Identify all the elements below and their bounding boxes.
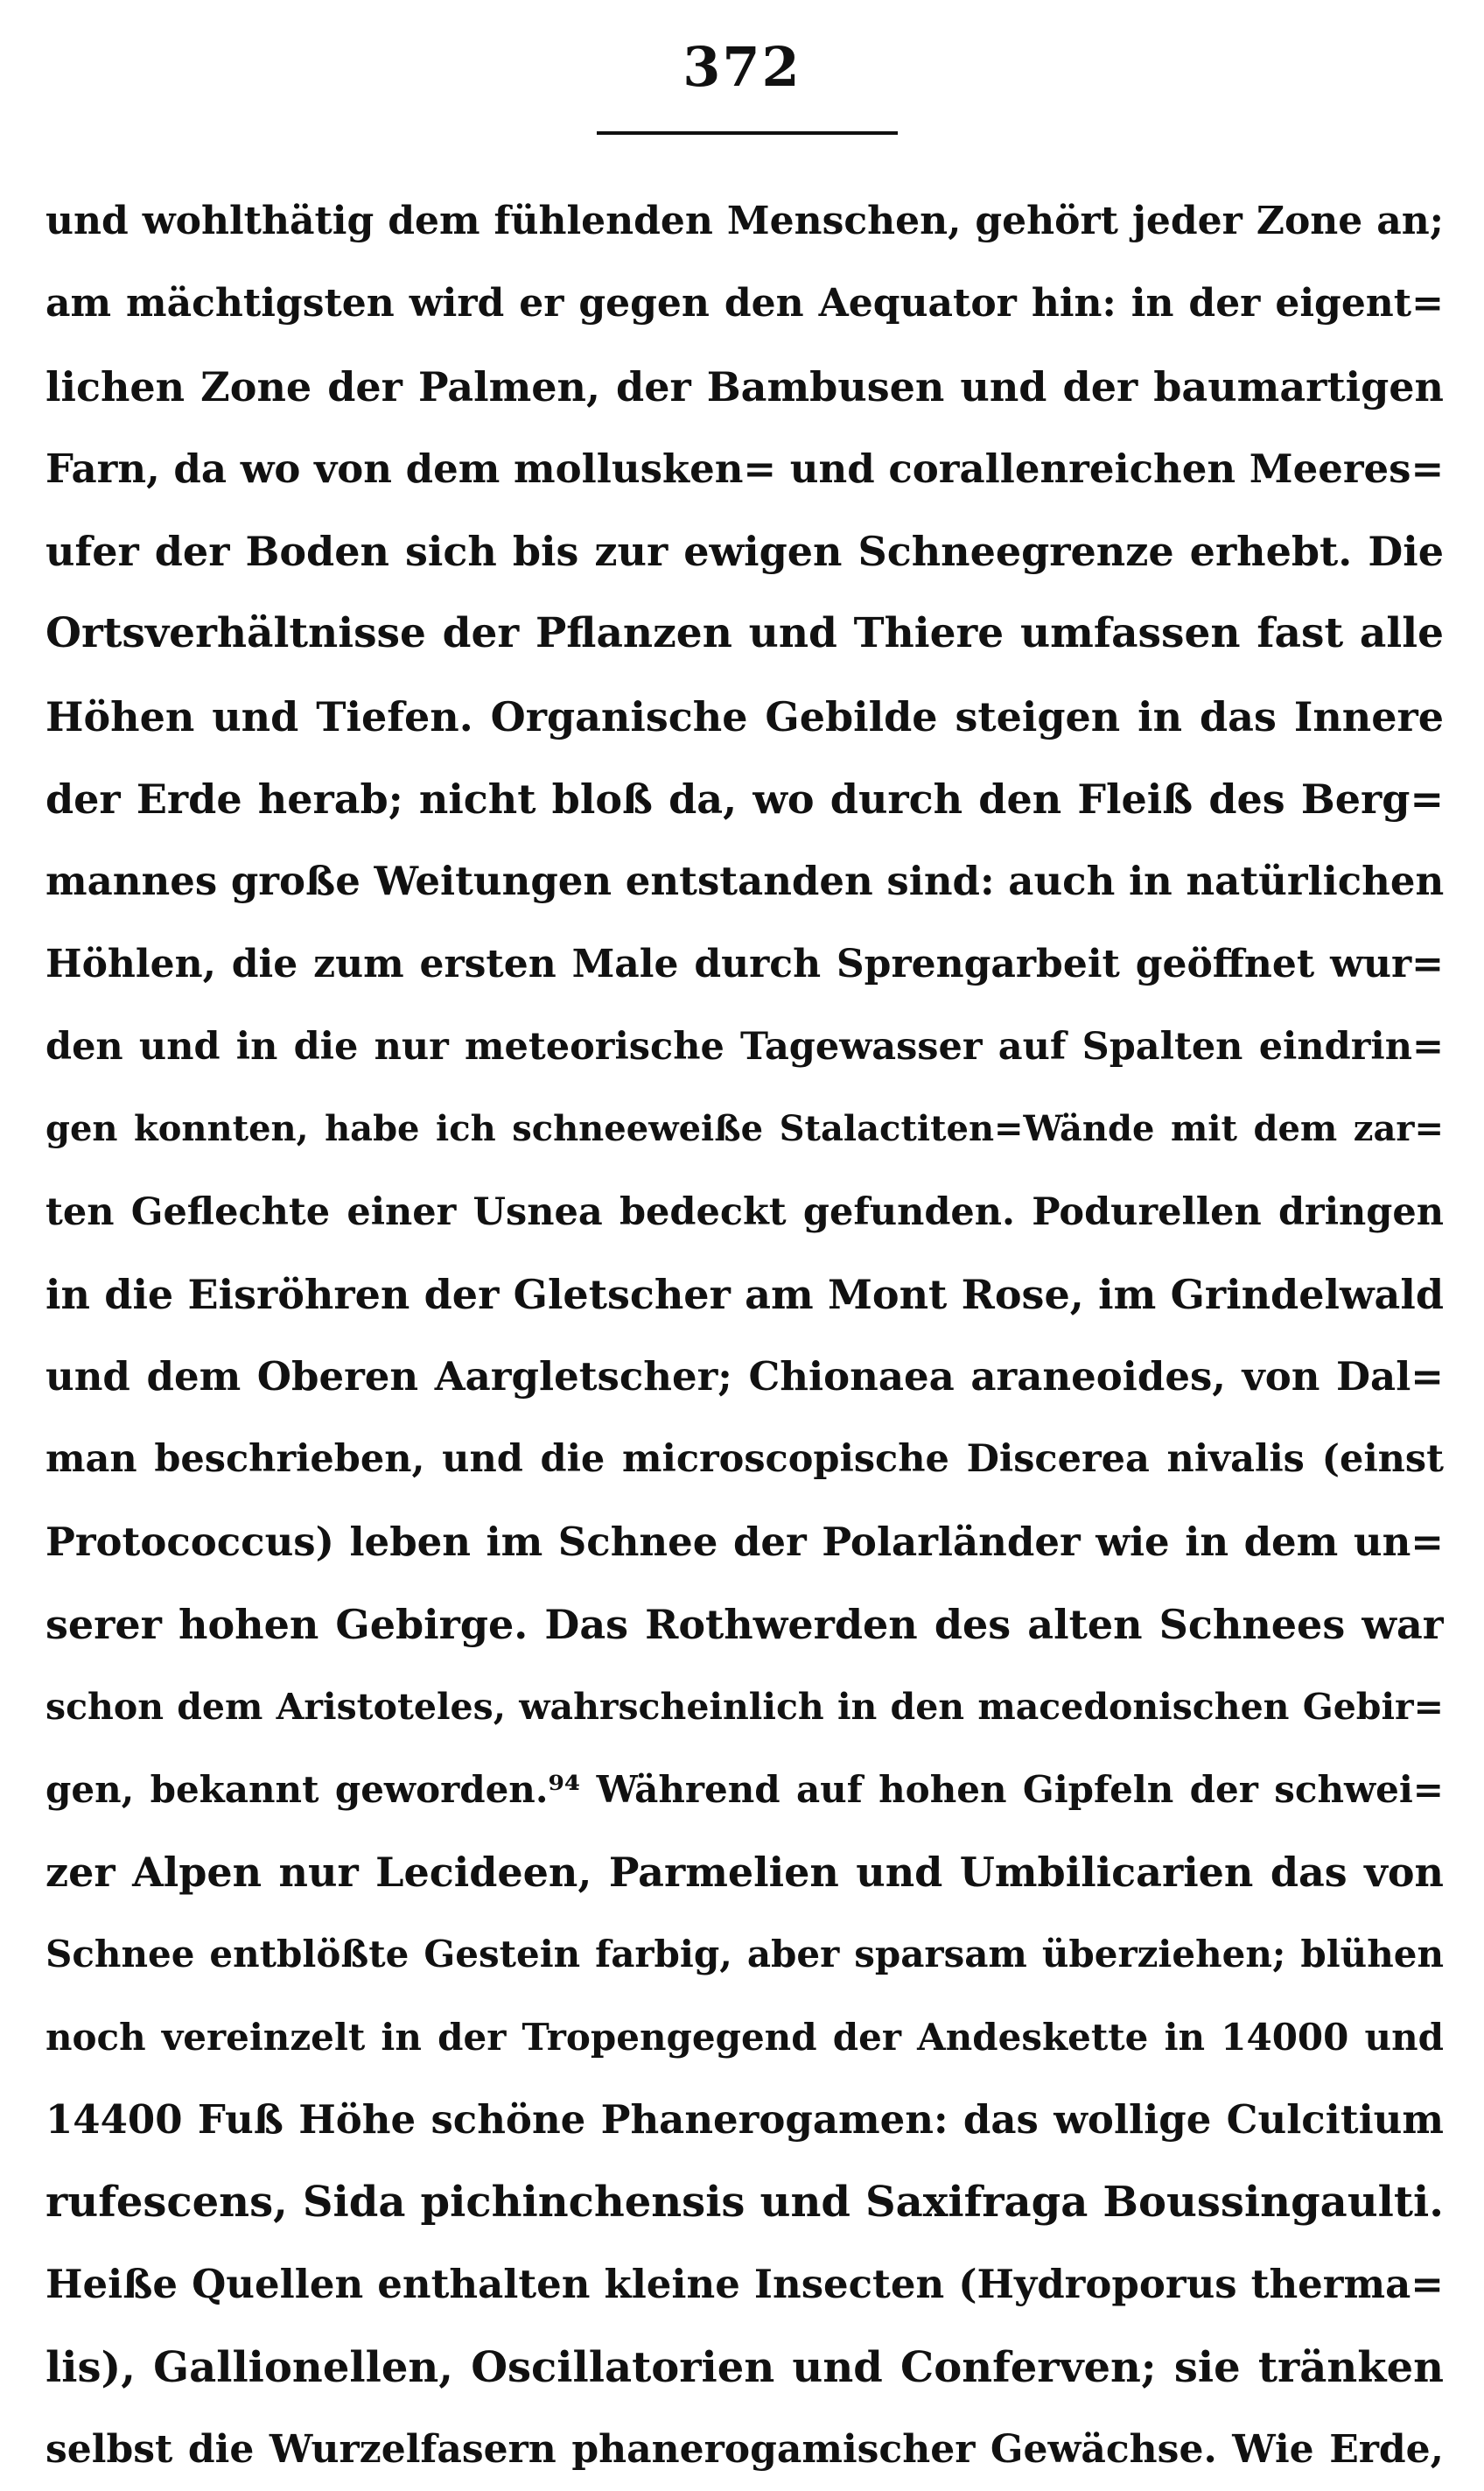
body-text xyxy=(46,180,1444,2491)
text-line: schon dem Aristoteles, wahrscheinlich in den macedonischen Gebir= xyxy=(46,1686,1444,1729)
text-line: der Erde herab; nicht bloß da, wo durch den Fleiß des Berg= xyxy=(46,775,1444,824)
text-line: zer Alpen nur Lecideen, Parmelien und Umbilicarien das von xyxy=(46,1848,1444,1896)
text-line: am mächtigsten wird er gegen den Aequator hin: in der eigent= xyxy=(46,281,1444,326)
text-line: lichen Zone der Palmen, der Bambusen und der baumartigen xyxy=(46,362,1444,410)
text-line: rufescens, Sida pichinchensis und Saxifraga Boussingaulti. xyxy=(46,2178,1444,2228)
text-line: Farn, da wo von dem mollusken= und corallenreichen Meeres= xyxy=(46,445,1444,492)
text-line: Schnee entblößte Gestein farbig, aber sparsam überziehen; blühen xyxy=(46,1933,1444,1976)
text-line: lis), Gallionellen, Oscillatorien und Conferven; sie tränken xyxy=(46,2342,1444,2392)
text-line: Höhlen, die zum ersten Male durch Sprengarbeit geöffnet wur= xyxy=(46,941,1444,986)
text-line: Protococcus) leben im Schnee der Polarländer wie in dem un= xyxy=(46,1518,1444,1565)
text-line: 14400 Fuß Höhe schöne Phanerogamen: das wollige Culcitium xyxy=(46,2095,1444,2143)
text-line: und dem Oberen Aargletscher; Chionaea araneoides, von Dal= xyxy=(46,1353,1444,1400)
text-line: man beschrieben, und die microscopische Discerea nivalis (einst xyxy=(46,1437,1444,1482)
text-line: den und in die nur meteorische Tagewasser auf Spalten eindrin= xyxy=(46,1024,1444,1069)
text-line: mannes große Weitungen entstanden sind: auch in natürlichen xyxy=(46,858,1444,905)
text-line: und wohlthätig dem fühlenden Menschen, gehört jeder Zone an; xyxy=(46,199,1444,243)
page-number: 372 xyxy=(682,35,802,99)
header-rule xyxy=(597,131,898,135)
text-line: ten Geflechte einer Usnea bedeckt gefunden. Podurellen dringen xyxy=(46,1189,1444,1234)
text-line: selbst die Wurzelfasern phanerogamischer Gewächse. Wie Erde, xyxy=(46,2427,1444,2473)
text-line: Heiße Quellen enthalten kleine Insecten (Hydroporus therma= xyxy=(46,2261,1444,2308)
text-line: Ortsverhältnisse der Pflanzen und Thiere umfassen fast alle xyxy=(46,609,1444,658)
text-line: gen, bekannt geworden.⁹⁴ Während auf hohen Gipfeln der schwei= xyxy=(46,1767,1444,1811)
text-line: Höhen und Tiefen. Organische Gebilde steigen in das Innere xyxy=(46,692,1444,740)
text-line: in die Eisröhren der Gletscher am Mont Rose, im Grindelwald xyxy=(46,1270,1444,1318)
text-line: noch vereinzelt in der Tropengegend der Andeskette in 14000 und xyxy=(46,2015,1444,2059)
text-line: ufer der Boden sich bis zur ewigen Schneegrenze erhebt. Die xyxy=(46,528,1444,576)
text-line: serer hohen Gebirge. Das Rothwerden des alten Schnees war xyxy=(46,1601,1444,1649)
text-line: gen konnten, habe ich schneeweiße Stalactiten=Wände mit dem zar= xyxy=(46,1108,1444,1150)
